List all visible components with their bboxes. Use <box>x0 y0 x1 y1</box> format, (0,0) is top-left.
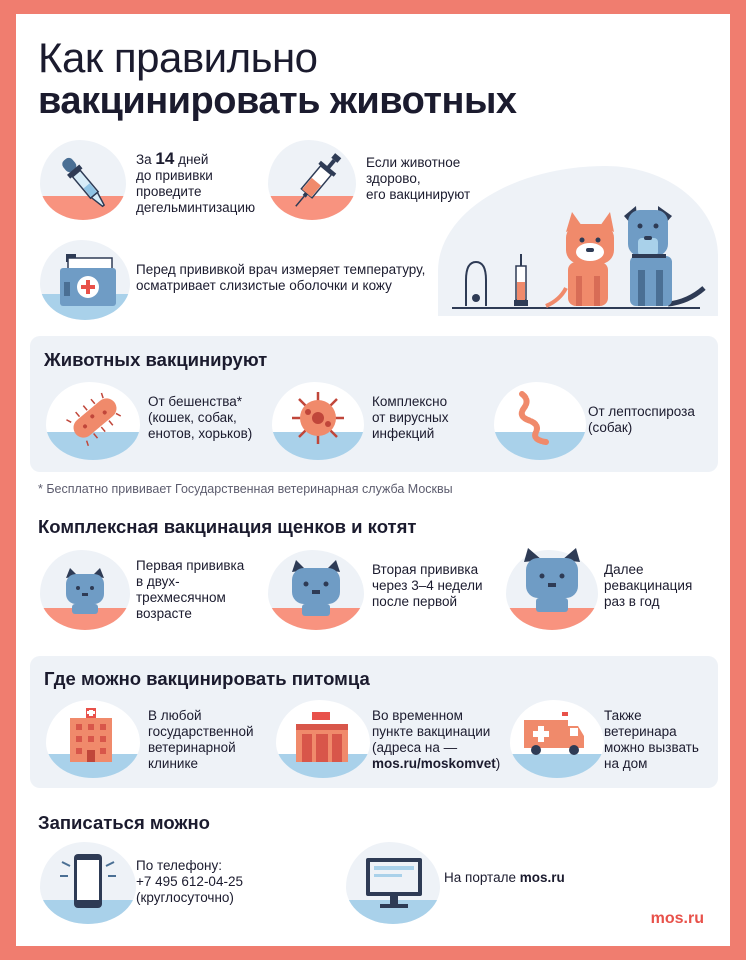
clinic-building-icon <box>66 708 116 764</box>
where-item-3-text: Также ветеринара можно вызвать на дом <box>604 708 699 771</box>
kitten-icon <box>288 558 344 618</box>
where-item-2-suffix: ) <box>495 756 501 771</box>
intro-step-1-text <box>136 151 255 216</box>
leptospira-icon <box>516 388 566 448</box>
ambulance-van-icon <box>522 710 586 760</box>
cat-and-dog-icon <box>452 196 712 316</box>
pipette-icon <box>56 150 116 220</box>
puppies-item-1-text: Первая прививка в двух- трехмесячном возрасте <box>136 558 245 621</box>
title-line-1: Как правильно <box>38 34 318 81</box>
puppies-heading: Комплексная вакцинация щенков и котят <box>38 516 417 537</box>
signup-heading: Записаться можно <box>38 812 210 833</box>
virus-icon <box>288 388 348 448</box>
moskomvet-link[interactable]: mos.ru/moskomvet <box>372 756 496 771</box>
puppies-item-3-text: Далее ревакцинация раз в год <box>604 562 693 609</box>
vaccinate-heading: Животных вакцинируют <box>44 349 268 370</box>
mos-ru-logo: mos.ru <box>650 910 704 927</box>
signup-portal-text <box>444 870 565 886</box>
footnote: * Бесплатно прививает Государственная ветеринарная служба Москвы <box>38 482 453 496</box>
phone-icon <box>56 844 120 914</box>
medical-kit-icon <box>56 252 126 312</box>
where-item-1-text: В любой государственной ветеринарной клинике <box>148 708 254 771</box>
vaccinate-item-1-text: От бешенства* (кошек, собак, енотов, хорьков) <box>148 394 253 441</box>
small-kitten-icon <box>60 566 110 616</box>
where-heading: Где можно вакцинировать питомца <box>44 668 370 689</box>
mos-ru-link[interactable]: mos.ru <box>519 870 565 885</box>
intro-step-1-rest: дней до прививки проведите дегельминтизацию <box>136 152 256 215</box>
infographic-sheet <box>16 14 730 946</box>
puppies-item-2-text: Вторая прививка через 3–4 недели после первой <box>372 562 483 609</box>
days-count: 14 <box>155 149 175 168</box>
intro-step-3-text: Перед прививкой врач измеряет температуру, осматривает слизистые оболочки и кожу <box>136 262 426 293</box>
intro-step-1-prefix: За <box>136 152 156 167</box>
syringe-icon <box>282 146 352 216</box>
signup-portal-prefix: На портале <box>444 870 520 885</box>
title-line-2: вакцинировать животных <box>38 80 517 122</box>
computer-monitor-icon <box>362 852 426 912</box>
temporary-point-icon <box>294 712 350 762</box>
intro-step-2-text: Если животное здорово, его вакцинируют <box>366 155 471 202</box>
where-item-2-text <box>372 708 500 772</box>
grown-cat-icon <box>522 546 582 616</box>
where-item-2-body: Во временном пункте вакцинации (адреса на — <box>372 708 491 755</box>
signup-phone-text: По телефону: +7 495 612-04-25 (круглосуточно) <box>136 858 243 905</box>
vaccinate-item-3-text: От лептоспироза (собак) <box>588 404 695 435</box>
rabies-virus-icon <box>60 388 130 448</box>
vaccinate-item-2-text: Комплексно от вирусных инфекций <box>372 394 449 441</box>
